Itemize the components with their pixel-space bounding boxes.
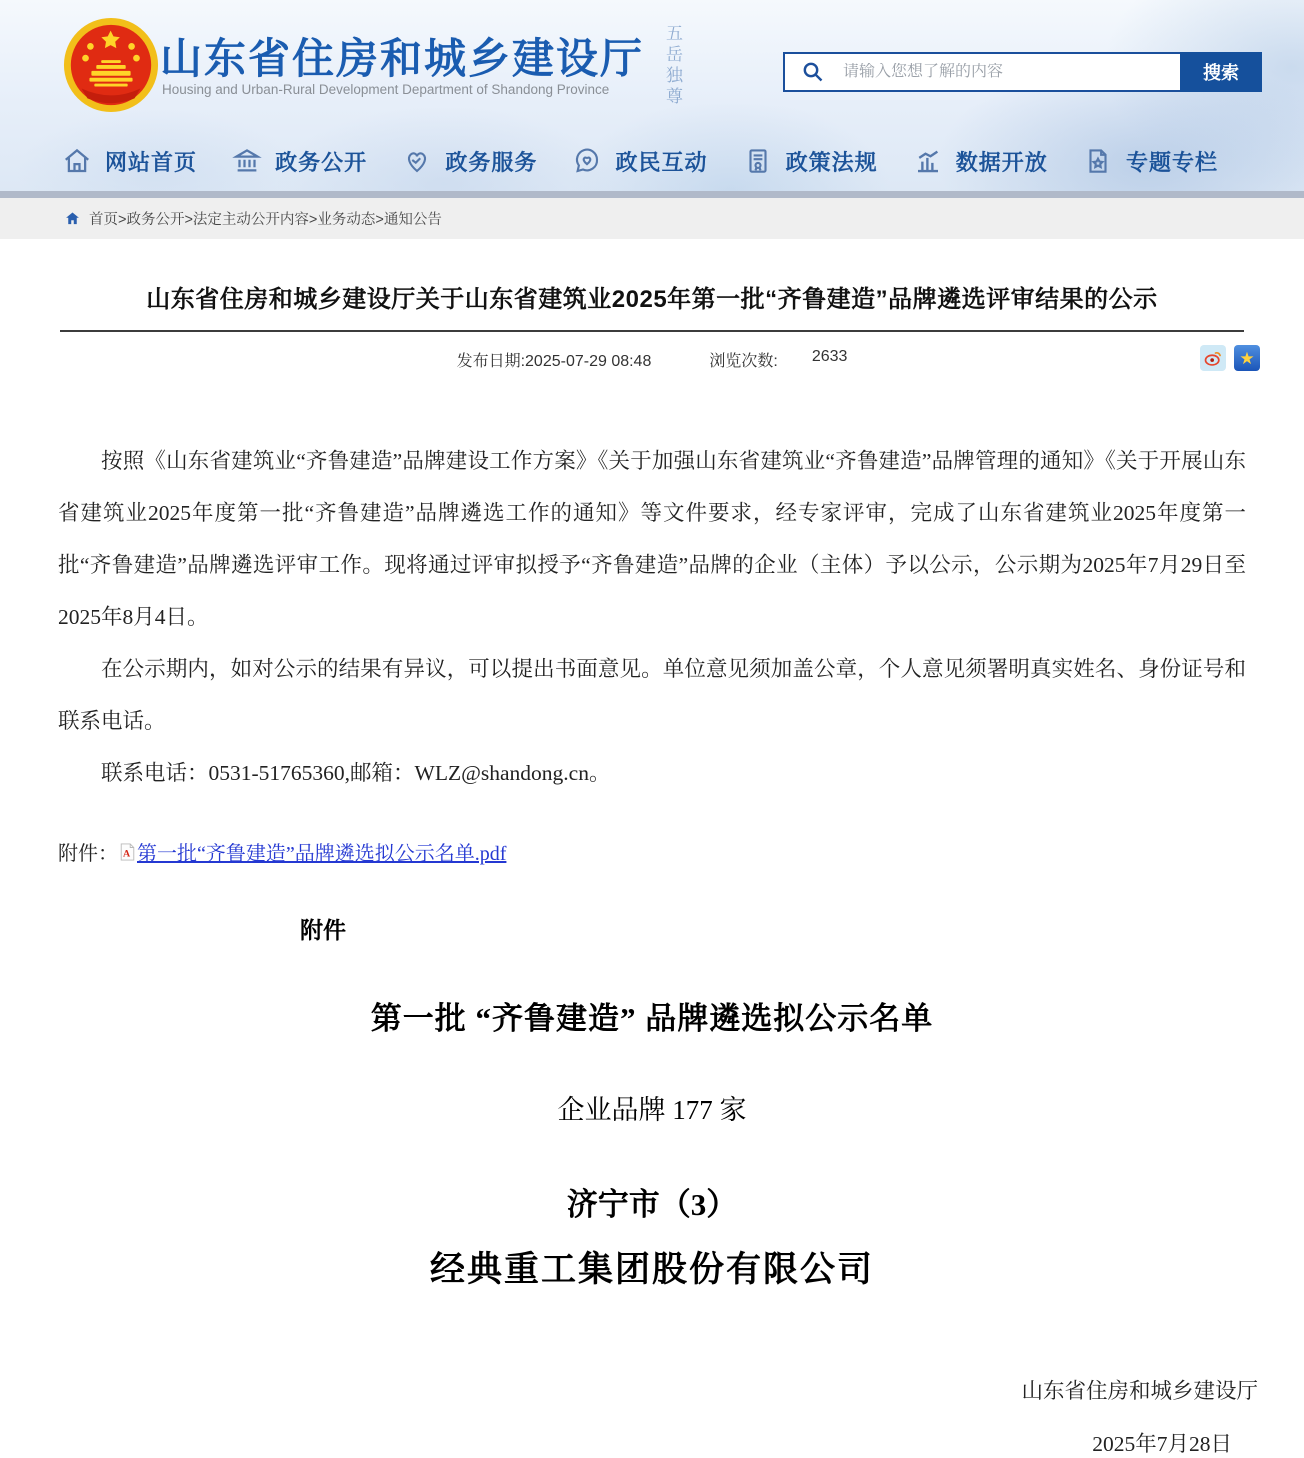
breadcrumb-trail[interactable]: 首页>政务公开>法定主动公开内容>业务动态>通知公告: [89, 212, 442, 228]
nav-label: 网站首页: [105, 149, 198, 175]
annex-label: 附件: [300, 918, 346, 943]
nav-label: 政民互动: [615, 149, 708, 175]
views-count: 2633: [811, 347, 848, 365]
attachment-pdf-link[interactable]: 第一批“齐鲁建造”品牌遴选拟公示名单.pdf: [137, 843, 507, 865]
page-title: 山东省住房和城乡建设厅关于山东省建筑业2025年第一批“齐鲁建造”品牌遴选评审结果的公示: [146, 286, 1158, 313]
annex-subtitle: 企业品牌 177 家: [557, 1095, 747, 1125]
nav-label: 数据开放: [955, 149, 1048, 175]
svg-text:A: A: [123, 848, 131, 859]
weibo-share-icon[interactable]: [1200, 345, 1226, 371]
views-label: 浏览次数:: [709, 352, 778, 370]
company-name: 经典重工集团股份有限公司: [429, 1250, 874, 1289]
nav-item-special-topics[interactable]: [1083, 146, 1218, 177]
site-header: [0, 0, 1304, 191]
search-icon: [801, 60, 825, 84]
heart-chat-icon: [572, 146, 602, 176]
signature-department: 山东省住房和城乡建设厅: [1021, 1379, 1258, 1403]
home-icon: [62, 146, 92, 176]
breadcrumb: [0, 198, 1304, 239]
header-divider: [0, 191, 1304, 198]
pdf-icon: [120, 843, 135, 861]
attachment-label: 附件：: [58, 843, 118, 865]
paragraph: 联系电话：0531-51765360,邮箱：WLZ@shandong.cn。: [101, 761, 611, 785]
article-body: [58, 435, 1246, 799]
decorative-seal-text: 五岳独尊: [663, 24, 682, 108]
breadcrumb-home-icon: [64, 210, 81, 227]
search-button[interactable]: 搜索: [1180, 52, 1262, 92]
nav-label: 政务服务: [445, 149, 538, 175]
share-buttons: [1200, 345, 1260, 371]
attachment-row: [58, 837, 1246, 866]
search-bar: [783, 52, 1262, 92]
nav-item-home[interactable]: [62, 146, 197, 177]
nav-item-public-interaction[interactable]: [572, 146, 707, 177]
national-emblem-logo: [62, 16, 160, 114]
paragraph: 在公示期内，如对公示的结果有异议，可以提出书面意见。单位意见须加盖公章，个人意见须署明真实姓名、身份证号和联系电话。: [58, 657, 1246, 733]
title-divider: [60, 330, 1244, 332]
nav-item-open-data[interactable]: [913, 146, 1048, 177]
nav-item-gov-info[interactable]: [232, 146, 367, 177]
paragraph: 按照《山东省建筑业“齐鲁建造”品牌建设工作方案》《关于加强山东省建筑业“齐鲁建造”品牌管理的通知》《关于开展山东省建筑业2025年度第一批“齐鲁建造”品牌遴选工作的通知》等文件要求，经专家评审，完成了山东省建筑业2025年度第一批“齐鲁建造”品牌遴选评审工作。现将通过评审拟授予“齐鲁建造”品牌的企业（主体）予以公示，公示期为2025年7月29日至2025年8月4日。: [58, 449, 1246, 629]
annex-title: 第一批 “齐鲁建造” 品牌遴选拟公示名单: [370, 1001, 934, 1036]
signature-date: 2025年7月28日: [1092, 1432, 1232, 1456]
handshake-icon: [402, 146, 432, 176]
bar-chart-icon: [913, 146, 943, 176]
article-content: [0, 279, 1304, 1458]
nav-item-gov-services[interactable]: [402, 146, 537, 177]
document-seal-icon: [743, 146, 773, 176]
site-title: 山东省住房和城乡建设厅: [160, 35, 645, 82]
bank-icon: [232, 146, 262, 176]
nav-label: 政务公开: [275, 149, 368, 175]
star-doc-icon: [1083, 146, 1113, 176]
city-heading: 济宁市（3）: [566, 1187, 738, 1222]
nav-label: 专题专栏: [1125, 149, 1218, 175]
nav-item-policies[interactable]: [743, 146, 878, 177]
signature-block: [0, 1374, 1304, 1458]
site-subtitle: Housing and Urban-Rural Development Department of Shandong Province: [162, 82, 610, 97]
attachment-preview: [0, 912, 1304, 1292]
search-input[interactable]: [825, 63, 1180, 81]
main-nav: [0, 137, 1304, 185]
article-meta: [0, 345, 1304, 373]
publish-date: 发布日期:2025-07-29 08:48: [456, 352, 652, 370]
nav-label: 政策法规: [785, 149, 878, 175]
qzone-share-icon[interactable]: ★: [1234, 345, 1260, 371]
